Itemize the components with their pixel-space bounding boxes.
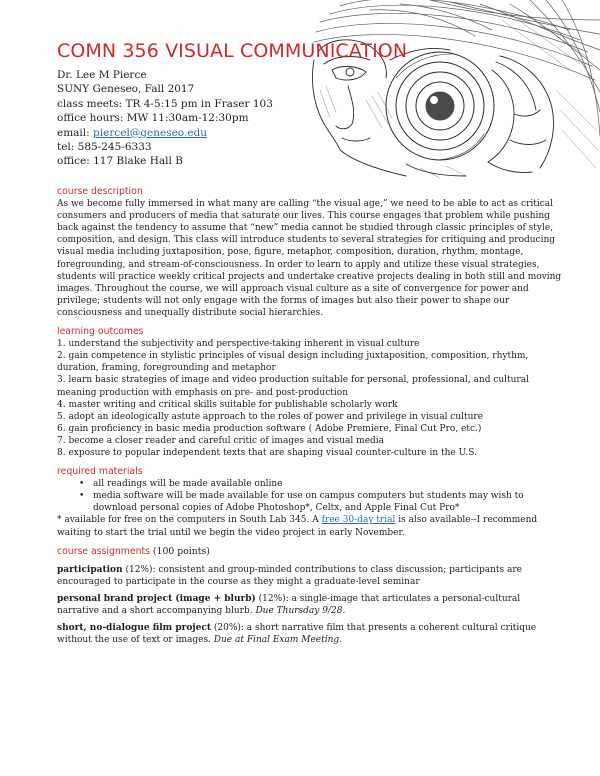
list-item: 4. master writing and critical skills suitable for publishable scholarly work	[57, 399, 398, 410]
email-line	[57, 126, 273, 140]
list-item: • media software will be made available for use on campus computers but students may wish to download personal copies of Adobe Photoshop*, Celtx, and Apple Final Cut Pro*	[93, 490, 565, 514]
assignment-weight: (20%)	[211, 623, 241, 634]
materials-note	[57, 514, 565, 538]
assignment-weight: (12%)	[255, 593, 286, 604]
assignment-film-project	[57, 622, 565, 646]
list-item: 3. learn basic strategies of image and video production suitable for personal, professional, and cultural meaning production with emphasis on pre- and post-production	[57, 375, 529, 398]
required-materials-heading: required materials	[57, 466, 143, 478]
term: SUNY Geneseo, Fall 2017	[57, 83, 195, 96]
required-materials-list	[57, 478, 565, 514]
materials-note-end: is also available--I recommend waiting to start the trial until we begin the video project in early November.	[57, 515, 538, 538]
office-hours: office hours: MW 11:30am-12:30pm	[57, 112, 249, 125]
assignment-due: Due Thursday 9/28.	[255, 606, 346, 616]
list-item: 6. gain proficiency in basic media production software ( Adobe Premiere, Final Cut Pro, etc.)	[57, 423, 482, 434]
assignment-participation	[57, 564, 565, 588]
instructor-info	[57, 68, 273, 169]
assignment-description: : a single-image that articulates a personal-cultural narrative and a short accompanying blurb.	[57, 593, 521, 616]
class-meets: class meets: TR 4-5:15 pm in Fraser 103	[57, 97, 273, 110]
list-item: 2. gain competence in stylistic principles of visual design including juxtaposition, composition, rhythm, duration, framing, foregrounding and metaphor	[57, 351, 529, 374]
list-item: 7. become a closer reader and careful critic of images and visual media	[57, 435, 385, 446]
assignment-name: personal brand project (image + blurb)	[57, 593, 256, 604]
assignment-description: : consistent and group-minded contributions to class discussion; participants are encouraged to participate in the course as they might a graduate-level seminar	[57, 564, 523, 587]
office-location: office: 117 Blake Hall B	[57, 155, 183, 168]
course-assignments-title: course assignments	[57, 545, 150, 557]
assignment-due: Due at Final Exam Meeting.	[213, 635, 343, 646]
list-item: 5. adopt an ideologically astute approach to the roles of power and privilege in visual culture	[57, 411, 484, 422]
telephone: tel: 585-245-6333	[57, 141, 152, 154]
instructor-name: Dr. Lee M Pierce	[57, 69, 147, 81]
learning-outcomes-heading: learning outcomes	[57, 326, 144, 338]
assignment-name: participation	[57, 564, 123, 575]
materials-note-start: * available for free on the computers in South Lab 345. A	[57, 515, 322, 526]
assignment-weight: (12%)	[122, 564, 153, 575]
syllabus-body	[57, 186, 565, 651]
course-description-heading: course description	[57, 186, 143, 197]
list-item: • all readings will be made available online	[93, 478, 565, 490]
course-title: COMN 356 VISUAL COMMUNICATION	[57, 40, 408, 62]
list-item: 8. exposure to popular independent texts that are shaping visual counter-culture in the U.S.	[57, 447, 477, 458]
course-description-text: As we become fully immersed in what many are calling “the visual age,” we need to be able to act as critical consumers and producers of media that saturate our lives. This course engages that problem while pushing back against the tendency to assume that “new” media cannot be studied through classic principles of style, composition, and design. This class will introduce students to several strategies for critiquing and producing visual media including juxtaposition, pose, figure, metaphor, composition, duration, rhythm, montage, foregrounding, and stream-of-consciousness. In order to learn to apply and utilize these visual strategies, students will practice weekly critical projects and undertake creative projects dealing in both still and moving images. Throughout the course, we will approach visual culture as a site of convergence for power and privilege; students will not only engage with the forms of images but also their power to shape our consciousness and unequally distribute social hierarchies.	[57, 199, 562, 318]
list-item: 1. understand the subjectivity and perspective-taking inherent in visual culture	[57, 339, 420, 350]
assignment-name: short, no-dialogue film project	[57, 623, 211, 634]
sketch-portrait-illustration	[270, 0, 600, 178]
learning-outcomes-list	[57, 338, 565, 459]
email-link[interactable]: piercel@geneseo.edu	[93, 126, 207, 139]
email-label: email:	[57, 126, 94, 139]
course-assignments-points: (100 points)	[152, 545, 210, 557]
assignment-description: : a short narrative film that presents a coherent cultural critique without the use of text or images.	[57, 623, 537, 646]
assignment-personal-brand	[57, 593, 565, 617]
free-trial-link[interactable]: free 30-day trial	[321, 515, 396, 526]
course-assignments-heading	[57, 546, 565, 558]
